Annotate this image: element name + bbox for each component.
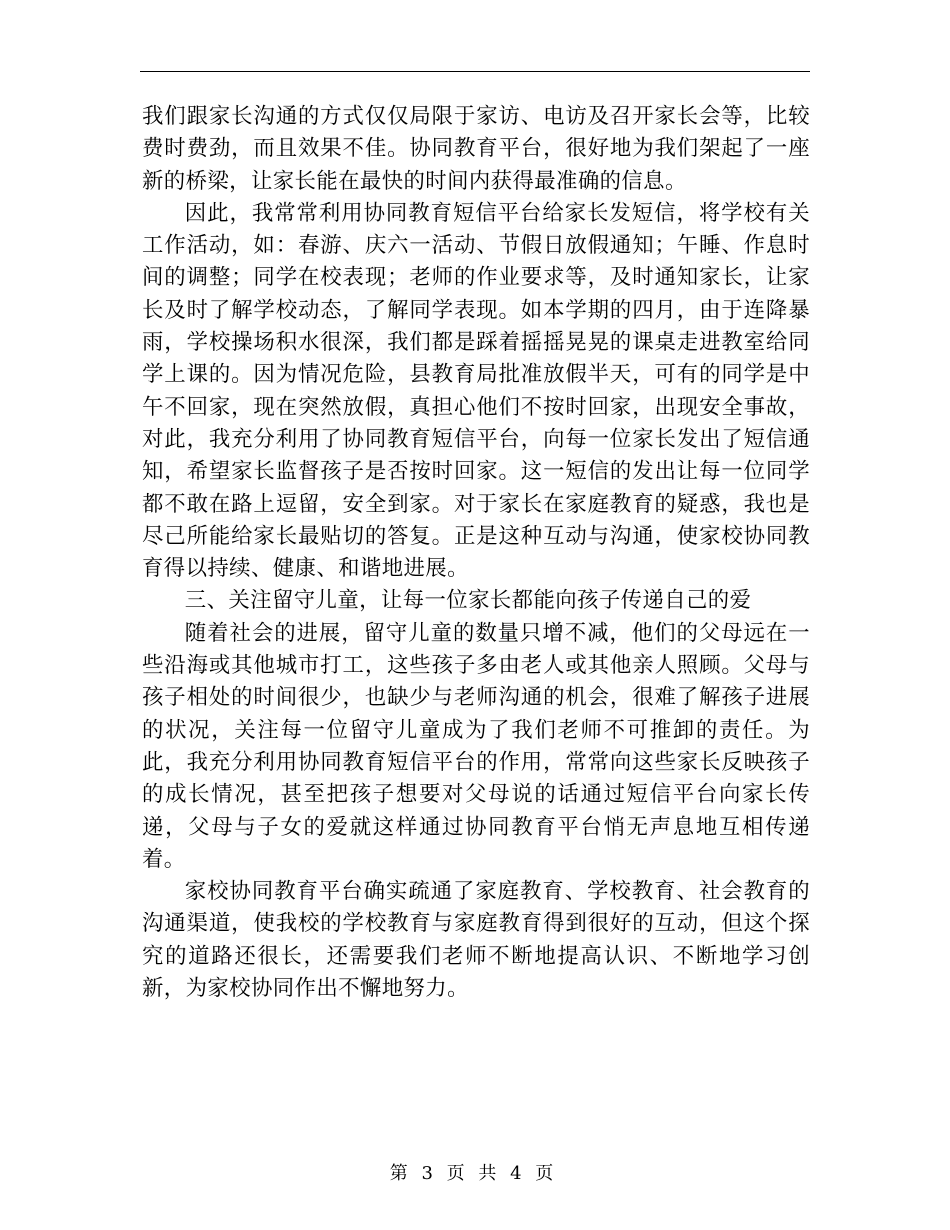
header-rule bbox=[140, 71, 810, 72]
paragraph-4: 家校协同教育平台确实疏通了家庭教育、学校教育、社会教育的沟通渠道，使我校的学校教育与家庭教育得到很好的互动，但这个探究的道路还很长，还需要我们老师不断地提高认识、不断地学习创新，为家校协同作出不懈地努力。 bbox=[142, 879, 810, 1002]
footer-label-ye: 页 bbox=[446, 1163, 466, 1184]
section-heading: 三、关注留守儿童，让每一位家长都能向孩子传递自己的爱 bbox=[184, 588, 752, 614]
footer-label-ye-end: 页 bbox=[535, 1163, 555, 1184]
paragraph-2: 因此，我常常利用协同教育短信平台给家长发短信，将学校有关工作活动，如：春游、庆六一活动、节假日放假通知；午睡、作息时间的调整；同学在校表现；老师的作业要求等，及时通知家长，让家长及时了解学校动态，了解同学表现。如本学期的四月，由于连降暴雨，学校操场积水很深，我们都是踩着摇摇晃晃的课桌走进教室给同学上课的。因为情况危险，县教育局批准放假半天，可有的同学是中午不回家，现在突然放假，真担心他们不按时回家，出现安全事故，对此，我充分利用了协同教育短信平台，向每一位家长发出了短信通知，希望家长监督孩子是否按时回家。这一短信的发出让每一位同学都不敢在路上逗留，安全到家。对于家长在家庭教育的疑惑，我也是尽己所能给家长最贴切的答复。正是这种互动与沟通，使家校协同教育得以持续、健康、和谐地进展。 bbox=[142, 200, 810, 582]
footer-label-page: 第 bbox=[389, 1163, 409, 1184]
footer-total-pages: 4 bbox=[510, 1163, 523, 1184]
page-footer bbox=[0, 1162, 950, 1186]
paragraph-3: 随着社会的进展，留守儿童的数量只增不减，他们的父母远在一些沿海或其他城市打工，这些孩子多由老人或其他亲人照顾。父母与孩子相处的时间很少，也缺少与老师沟通的机会，很难了解孩子进展的状况，关注每一位留守儿童成为了我们老师不可推卸的责任。为此，我充分利用协同教育短信平台的作用，常常向这些家长反映孩子的成长情况，甚至把孩子想要对父母说的话通过短信平台向家长传递，父母与子女的爱就这样通过协同教育平台悄无声息地互相传递着。 bbox=[142, 620, 810, 872]
paragraph-1: 我们跟家长沟通的方式仅仅局限于家访、电访及召开家长会等，比较费时费劲，而且效果不佳。协同教育平台，很好地为我们架起了一座新的桥梁，让家长能在最快的时间内获得最准确的信息。 bbox=[142, 104, 810, 194]
footer-label-total: 共 bbox=[478, 1163, 498, 1184]
document-body bbox=[142, 101, 810, 1005]
footer-current-page: 3 bbox=[421, 1163, 434, 1184]
